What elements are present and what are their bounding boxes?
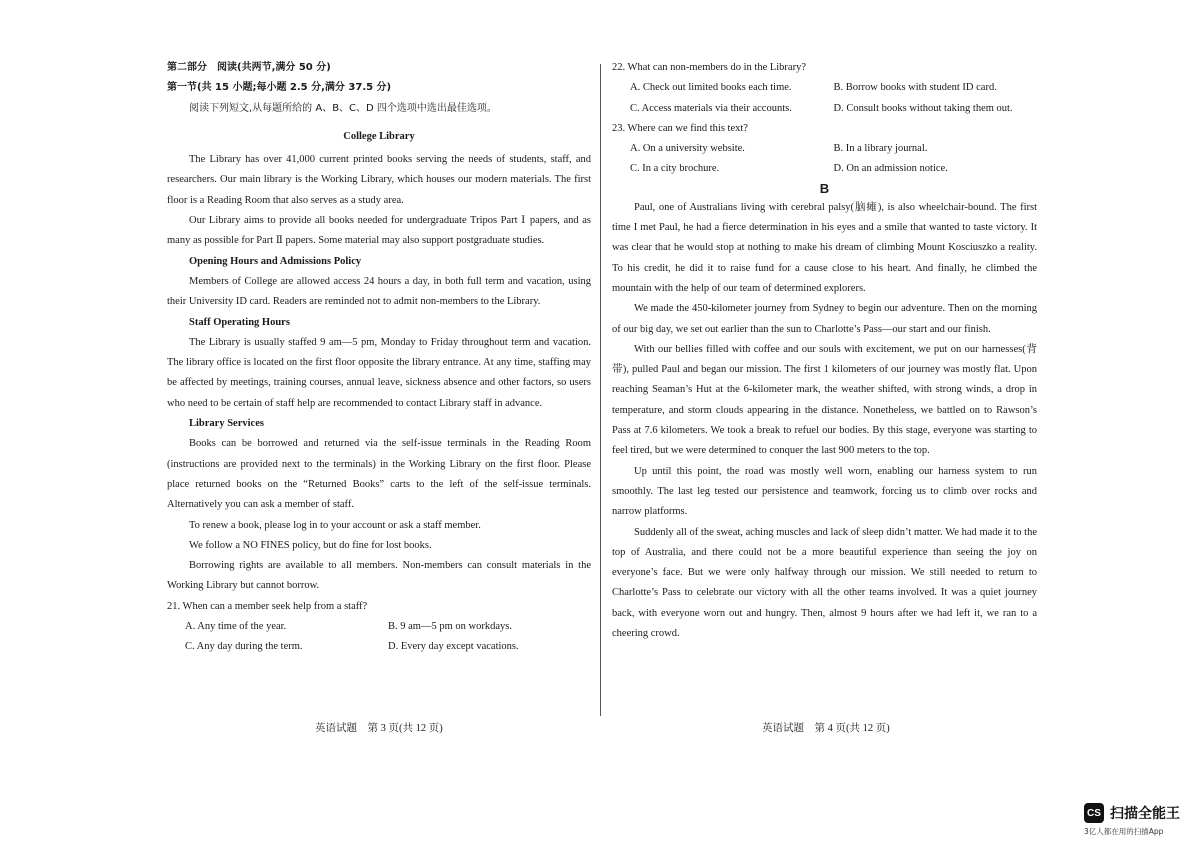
option-c: C. In a city brochure. — [630, 163, 720, 175]
question-22: 22. What can non-members do in the Library? — [612, 62, 806, 73]
question-23-options — [612, 139, 1037, 180]
paragraph: Our Library aims to provide all books needed for undergraduate Tripos Part Ⅰ papers, and as many as possible for Part Ⅱ papers. Some material may also support postgraduate studies. — [167, 215, 591, 247]
right-page-column — [612, 58, 1037, 644]
option-a: A. On a university website. — [630, 143, 745, 155]
section-b-heading: B — [819, 180, 830, 196]
paragraph: Books can be borrowed and returned via the self-issue terminals in the Reading Room (instructions are provided next to the terminals) in the Working Library on the first floor. Please place returned books on the “Returned Books” carts to the left of the self-issue terminals. Alternatively you can ask a member of staff. — [167, 438, 591, 511]
paragraph: With our bellies filled with coffee and our souls with excitement, we put on our harnesses(背带), pulled Paul and began our mission. The first 1 kilometers of our journey was mostly flat. Upon reaching Seaman’s Hut at the 6-kilometer mark, the weather shifted, with strong winds, a drop in temperature, and storm clouds appearing in the distance. Nonetheless, we battled on to Rawson’s Pass at 7.6 kilometers. We took a break to refuel our bodies. By this stage, everyone was starting to feel tired, but we were determined to conquer the last 900 meters to the top. — [612, 343, 1037, 457]
paragraph: Members of College are allowed access 24 hours a day, in both full term and vacation, using their University ID card. Readers are reminded not to admit non-members to the Library. — [167, 275, 591, 308]
paragraph: The Library is usually staffed 9 am—5 pm, Monday to Friday throughout term and vacation. The library office is located on the first floor opposite the library entrance. At any time, staffing may be affected by meetings, training courses, annual leave, sickness absence and other factors, so users who need to be certain of staff help are recommended to contact Library staff in advance. — [167, 336, 591, 409]
watermark-brand: 扫描全能王 — [1110, 806, 1180, 822]
instruction: 阅读下列短文,从每题所给的 A、B、C、D 四个选项中选出最佳选项。 — [189, 102, 497, 114]
camscanner-icon: CS — [1084, 803, 1104, 823]
subheading-staff-hours: Staff Operating Hours — [189, 316, 290, 328]
option-b: B. 9 am—5 pm on workdays. — [388, 621, 512, 633]
subheading-library-services: Library Services — [189, 418, 264, 430]
option-d: D. Consult books without taking them out. — [833, 102, 1013, 114]
paragraph: We follow a NO FINES policy, but do fine for lost books. — [189, 539, 432, 551]
column-divider — [600, 64, 601, 716]
section-heading: 第二部分 阅读(共两节,满分 50 分) — [167, 62, 331, 73]
question-21: 21. When can a member seek help from a staff? — [167, 600, 368, 612]
paragraph: Paul, one of Australians living with cerebral palsy(脑瘫), is also wheelchair-bound. The first time I met Paul, he had a fierce determination in his eyes and a smile that wanted to taste victory. It was clear that he would stop at nothing to make his dream of climbing Mount Kosciuszko a reality. To his credit, he did it to raise fund for a cause close to his heart. And finally, he climbed the mountain with the help of our team of determined explorers. — [612, 201, 1037, 294]
paragraph: Up until this point, the road was mostly well worn, enabling our harness system to run smoothly. The last leg tested our persistence and teamwork, forcing us to climb over rocks and narrow platforms. — [612, 465, 1037, 518]
paragraph: Borrowing rights are available to all members. Non-members can consult materials in the Working Library but cannot borrow. — [167, 560, 591, 592]
right-page-footer: 英语试题 第 4 页(共 12 页) — [762, 723, 890, 734]
option-b: B. In a library journal. — [833, 143, 928, 155]
passage-title: College Library — [343, 130, 415, 142]
paragraph: We made the 450-kilometer journey from Sydney to begin our adventure. Then on the morning of our big day, we set out earlier than the sun to Charlotte’s Pass—our start and our finish. — [612, 303, 1037, 335]
scanner-watermark — [1084, 803, 1180, 823]
option-a: A. Any time of the year. — [185, 621, 287, 633]
subheading-opening-hours: Opening Hours and Admissions Policy — [189, 255, 362, 267]
question-23: 23. Where can we find this text? — [612, 122, 748, 134]
left-page-footer: 英语试题 第 3 页(共 12 页) — [315, 723, 443, 734]
subsection-heading: 第一节(共 15 小题;每小题 2.5 分,满分 37.5 分) — [167, 82, 392, 94]
option-b: B. Borrow books with student ID card. — [833, 82, 997, 94]
option-a: A. Check out limited books each time. — [630, 82, 792, 94]
option-c: C. Any day during the term. — [185, 641, 303, 653]
question-22-options — [612, 78, 1037, 119]
paragraph: The Library has over 41,000 current printed books serving the needs of students, staff, and researchers. Our main library is the Working Library, which houses our modern materials. The first floor is a Reading Room that also serves as a study area. — [167, 154, 591, 206]
left-page-column — [167, 58, 591, 658]
option-d: D. On an admission notice. — [833, 163, 948, 175]
question-21-options — [167, 617, 591, 658]
paragraph: To renew a book, please log in to your account or ask a staff member. — [189, 519, 481, 531]
option-d: D. Every day except vacations. — [388, 641, 519, 653]
watermark-tagline: 3亿人都在用的扫描App — [1084, 827, 1164, 836]
option-c: C. Access materials via their accounts. — [630, 102, 792, 114]
paragraph: Suddenly all of the sweat, aching muscles and lack of sleep didn’t matter. We had made it to the top of Australia, and there could not be a more beautiful experience than seeing the joy on everyone’s face. But we were only halfway through our mission. We still needed to return to Charlotte’s Pass to celebrate our victory with all the other teams involved. It was a quiet journey back, with everyone worn out and hungry. Then, almost 9 hours after we had left it, we ran to a cheering crowd. — [612, 526, 1037, 640]
